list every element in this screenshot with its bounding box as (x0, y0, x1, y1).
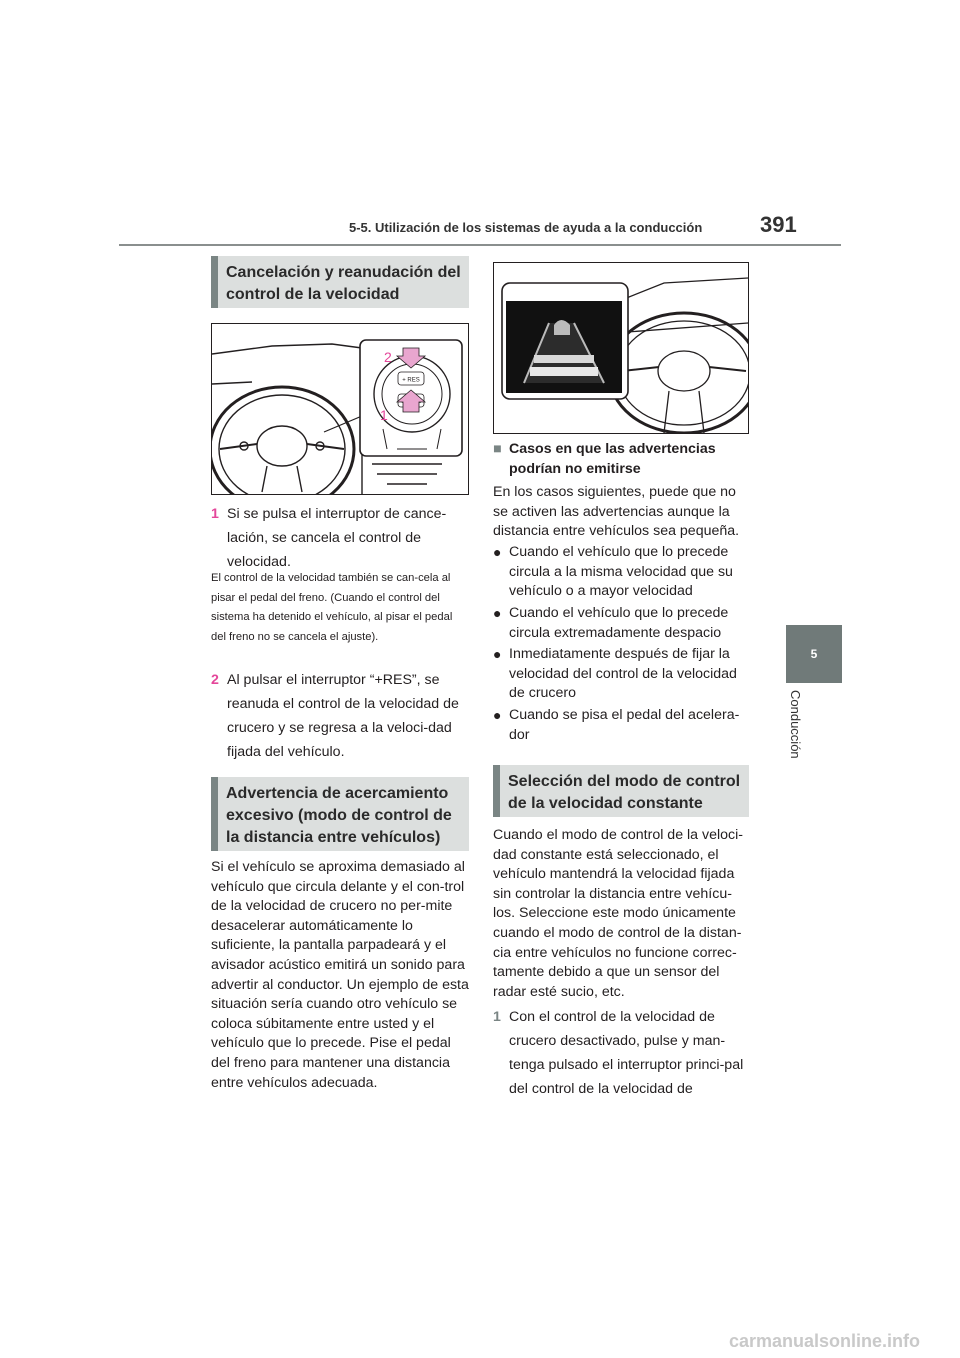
subhead-warnings-not-issued (493, 440, 753, 479)
figure-label-2: 2 (384, 349, 392, 365)
step-text: Si se pulsa el interruptor de cance-lación, se cancela el control de velocidad. (227, 506, 447, 570)
step-text: Al pulsar el interruptor “+RES”, se reanuda el control de la velocidad de crucero y se regresa a la veloci-dad fijada del vehículo. (227, 672, 459, 760)
bullet-dot-icon: ● (493, 707, 502, 723)
note-brake-cancel: El control de la velocidad también se can-cela al pisar el pedal del freno. (Cuando el control del sistema ha detenido el vehículo, al pisar el pedal del freno no se cancela el ajuste). (211, 572, 453, 643)
approach-warning-body: Si el vehículo se aproxima demasiado al vehículo que circula delante y el con-trol de la velocidad de crucero no per-mite desacelerar automáticamente lo suficiente, la pantalla parpadeará y el avisador acústico emitirá un sonido para advertir al conductor. Un ejemplo de esta situación sería cuando otro vehículo se coloca súbitamente entre usted y el vehículo que lo precede. Pise el pedal del freno para mantener una distancia entre vehículos adecuada. (211, 859, 469, 1091)
warnings-intro: En los casos siguientes, puede que no se activen las advertencias aunque la distancia entre vehículos sea pequeña. (493, 484, 740, 540)
figure-label-1: 1 (380, 407, 388, 423)
distance-bar (530, 367, 598, 376)
bullet-text: Inmediatamente después de fijar la velocidad del control de la velocidad de crucero (509, 646, 737, 702)
section-title-constant-speed: Selección del modo de control de la velocidad constante (493, 765, 749, 817)
bullet-dot-icon: ● (493, 544, 502, 560)
watermark: carmanualsonline.info (728, 1331, 920, 1351)
bullet-dot-icon: ● (493, 605, 502, 621)
step-number: 1 (493, 1009, 501, 1025)
chapter-label (785, 690, 805, 770)
running-header: 5-5. Utilización de los sistemas de ayuda a la conducción (349, 220, 703, 235)
res-button-label: + RES (402, 377, 420, 384)
distance-bar (534, 355, 594, 363)
dashboard-display-illustration (494, 263, 748, 433)
bullet-item (493, 645, 751, 704)
bullet-text: Cuando se pisa el pedal del acelera-dor (509, 707, 740, 743)
step-2-resume (211, 668, 469, 764)
bullet-dot-icon: ● (493, 646, 502, 662)
bullet-text: Cuando el vehículo que lo precede circula extremadamente despacio (509, 605, 729, 641)
header-rule (119, 244, 841, 246)
chapter-label-text: Conducción (788, 690, 803, 759)
steering-wheel-illustration (212, 324, 468, 494)
section-title-cancel-resume: Cancelación y reanudación del control de la velocidad (211, 256, 469, 308)
bullet-item (493, 706, 751, 745)
step-number: 1 (211, 506, 219, 522)
step-number: 2 (211, 672, 219, 688)
figure-steering-switch (211, 323, 469, 495)
chapter-tab: 5 (786, 625, 842, 683)
bullet-text: Cuando el vehículo que lo precede circula a la misma velocidad que su vehículo o a mayor velocidad (509, 544, 733, 600)
constant-speed-body: Cuando el modo de control de la veloci-dad constante está seleccionado, el vehículo mantendrá la velocidad fijada sin controlar la distancia entre vehícu-los. Seleccione este modo únicamente cuando el modo de control de la distan-cia entre vehículos no funcione correc-tamente debido a que un sensor del radar esté sucio, etc. (493, 827, 744, 1000)
step-text: Con el control de la velocidad de crucero desactivado, pulse y man-tenga pulsado el interruptor princi-pal del control de la velocidad de (509, 1009, 744, 1097)
page-number: 391 (760, 212, 797, 237)
subhead-text: Casos en que las advertencias podrían no emitirse (509, 441, 716, 477)
figure-display-warning (493, 262, 749, 434)
step-1-cancel (211, 502, 469, 574)
section-title-approach-warning: Advertencia de acercamiento excesivo (modo de control de la distancia entre vehículos) (211, 777, 469, 851)
bullet-item (493, 604, 751, 643)
square-bullet-icon: ■ (493, 441, 502, 457)
bullet-item (493, 543, 751, 602)
step-1-constant (493, 1005, 751, 1101)
